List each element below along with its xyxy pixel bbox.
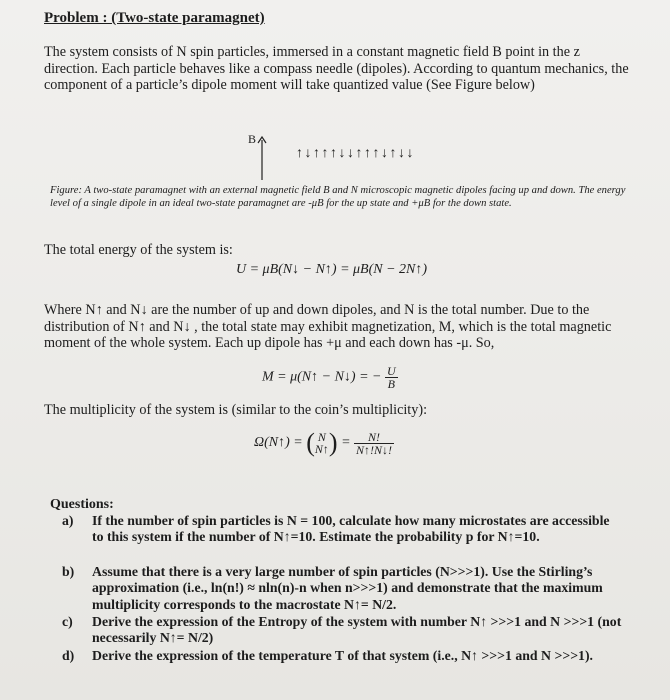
multiplicity-intro: The multiplicity of the system is (similar to the coin’s multiplicity): bbox=[44, 402, 428, 418]
energy-intro: The total energy of the system is: bbox=[44, 242, 233, 258]
question-text: Derive the expression of the Entropy of the system with number N↑ >>>1 and N >>>1 (not necessarily N↑= N/2) bbox=[92, 614, 622, 646]
question-d bbox=[62, 648, 622, 682]
field-arrow-icon bbox=[256, 134, 272, 182]
multiplicity-denominator: N↑!N↓! bbox=[356, 442, 393, 457]
multiplicity-left: Ω(N↑) = bbox=[254, 435, 303, 451]
binomial bbox=[315, 431, 329, 455]
multiplicity-fraction bbox=[354, 431, 394, 456]
multiplicity-numerator: N! bbox=[354, 431, 394, 444]
question-label: c) bbox=[62, 614, 73, 629]
energy-equation: U = μB(N↓ − N↑) = μB(N − 2N↑) bbox=[236, 262, 428, 277]
magnetization-denominator: B bbox=[387, 377, 395, 391]
magnetization-numerator: U bbox=[386, 364, 396, 378]
question-text: If the number of spin particles is N = 100, calculate how many microstates are accessible to this system if the number of N↑=10. Estimate the probability p for N↑=10. bbox=[92, 513, 610, 545]
field-label: B bbox=[248, 132, 257, 146]
magnetization-left: M = μ(N↑ − N↓) = − bbox=[262, 369, 382, 385]
magnetization-fraction bbox=[385, 365, 398, 390]
magnetization-equation bbox=[262, 365, 398, 390]
problem-title: Problem : (Two-state paramagnet) bbox=[44, 10, 265, 26]
intro-paragraph: The system consists of N spin particles, immersed in a constant magnetic field B point in the z direction. Each particle behaves like a compass needle (dipoles). According to quantum mechanics, the component of a particle’s dipole moment will take quantized value (See Figure below) bbox=[44, 44, 629, 94]
question-label: b) bbox=[62, 564, 75, 579]
questions-heading: Questions: bbox=[50, 497, 114, 512]
question-a bbox=[62, 513, 622, 563]
question-text: Derive the expression of the temperature T of that system (i.e., N↑ >>>1 and N >>>1). bbox=[92, 648, 593, 663]
magnetic-field-diagram bbox=[246, 134, 276, 182]
question-b bbox=[62, 564, 622, 614]
figure-caption: Figure: A two-state paramagnet with an external magnetic field B and N microscopic magnetic dipoles facing up and down. The energy level of a single dipole in an ideal two-state paramagnet are -μB for the up state and +μB for the down state. bbox=[50, 185, 626, 209]
multiplicity-equation: Ω(N↑) = ( N N↑ ) = $\frac{N!}{N↑!N↓!}$ bbox=[254, 428, 393, 457]
binomial-top: N bbox=[317, 430, 326, 444]
question-text: Assume that there is a very large number of spin particles (N>>>1). Use the Stirling’s approximation (i.e., ln(n!) ≈ nln(n)-n when n>>>1) and demonstrate that the maximum multiplicity corresponds to the macrostate N↑= N/2. bbox=[92, 564, 603, 612]
dipole-arrows: ↑↓↑↑↑↓↓↑↑↑↓↑↓↓ bbox=[296, 146, 415, 161]
question-label: d) bbox=[62, 648, 75, 663]
question-c bbox=[62, 614, 622, 648]
where-paragraph: Where N↑ and N↓ are the number of up and down dipoles, and N is the total number. Due to the distribution of N↑ and N↓ , the total state may exhibit magnetization, M, which is the total magnetic moment of the whole system. Each up dipole has +μ and each down has -μ. So, bbox=[44, 302, 612, 352]
question-label: a) bbox=[62, 513, 74, 528]
binomial-bottom: N↑ bbox=[314, 442, 329, 456]
